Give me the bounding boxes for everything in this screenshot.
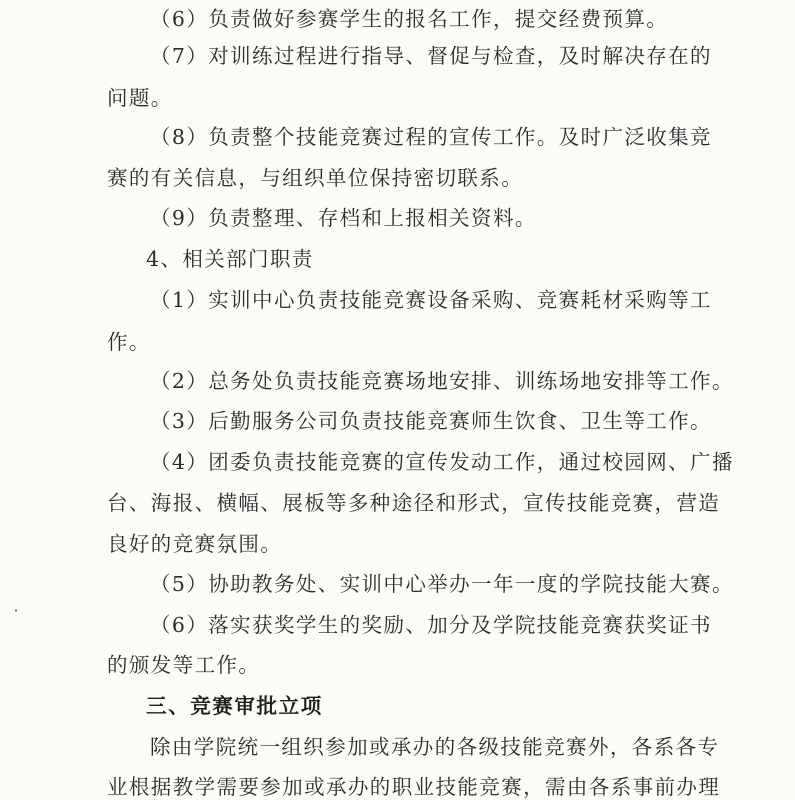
text-line: 良好的竞赛氛围。 <box>107 532 283 556</box>
text-line: （3）后勤服务公司负责技能竞赛师生饮食、卫生等工作。 <box>150 409 712 433</box>
text-line: （6）落实获奖学生的奖励、加分及学院技能竞赛获奖证书 <box>150 613 712 637</box>
text-line: （9）负责整理、存档和上报相关资料。 <box>150 206 537 230</box>
text-line: （8）负责整个技能竞赛过程的宣传工作。及时广泛收集竞 <box>150 125 712 149</box>
text-line: （1）实训中心负责技能竞赛设备采购、竞赛耗材采购等工 <box>150 288 712 312</box>
text-line: （2）总务处负责技能竞赛场地安排、训练场地安排等工作。 <box>150 369 734 393</box>
text-line: 赛的有关信息，与组织单位保持密切联系。 <box>107 166 524 190</box>
section-subheading: 4、相关部门职责 <box>146 247 314 271</box>
text-line: （6）负责做好参赛学生的报名工作，提交经费预算。 <box>150 7 669 31</box>
text-line: 作。 <box>107 330 151 354</box>
text-line: 问题。 <box>107 86 173 110</box>
text-line: （7）对训练过程进行指导、督促与检查，及时解决存在的 <box>150 44 712 68</box>
text-line: 除由学院统一组织参加或承办的各级技能竞赛外，各系各专 <box>150 735 720 759</box>
text-line: 业根据教学需要参加或承办的职业技能竞赛，需由各系事前办理 <box>107 775 721 799</box>
scan-speck <box>15 609 17 612</box>
text-line: 台、海报、横幅、展板等多种途径和形式，宣传技能竞赛，营造 <box>107 491 721 515</box>
text-line: （4）团委负责技能竞赛的宣传发动工作，通过校园网、广播 <box>150 450 734 474</box>
text-line: （5）协助教务处、实训中心举办一年一度的学院技能大赛。 <box>150 572 734 596</box>
section-heading: 三、竞赛审批立项 <box>146 694 323 718</box>
text-line: 的颁发等工作。 <box>107 653 261 677</box>
